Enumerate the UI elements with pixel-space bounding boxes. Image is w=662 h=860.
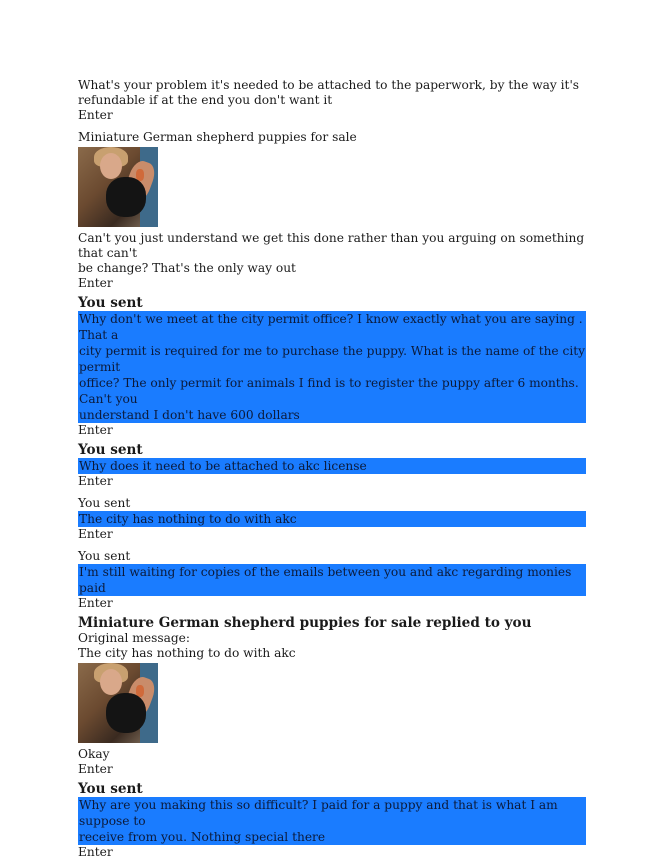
enter-label: Enter	[78, 108, 113, 122]
message-text: be change? That's the only way out	[78, 261, 296, 275]
original-message-label: Original message:	[78, 631, 190, 645]
you-sent-label: You sent	[78, 496, 131, 510]
sent-message-highlight	[78, 311, 586, 423]
replied-heading: Miniature German shepherd puppies for sale replied to you	[78, 615, 532, 631]
sent-message-highlight	[78, 797, 586, 845]
enter-label: Enter	[78, 474, 113, 488]
enter-label: Enter	[78, 527, 113, 541]
you-sent-heading: You sent	[78, 781, 143, 797]
enter-label: Enter	[78, 845, 113, 859]
sent-message-text: understand I don't have 600 dollars	[78, 407, 586, 423]
sender-name: Miniature German shepherd puppies for sale	[78, 130, 357, 144]
message-text: Okay	[78, 747, 110, 761]
sender-photo	[78, 663, 158, 743]
sent-message-text: office? The only permit for animals I find is to register the puppy after 6 months. Can't you	[78, 375, 586, 407]
you-sent-heading: You sent	[78, 442, 143, 458]
message-text: Can't you just understand we get this done rather than you arguing on something that can't	[78, 231, 585, 260]
sent-message-text: city permit is required for me to purchase the puppy. What is the name of the city permit	[79, 344, 586, 374]
sent-message-text: I'm still waiting for copies of the emails between you and akc regarding monies paid	[78, 564, 586, 596]
enter-label: Enter	[78, 762, 113, 776]
sender-photo	[78, 147, 158, 227]
you-sent-heading: You sent	[78, 295, 143, 311]
message-text: refundable if at the end you don't want it	[78, 93, 333, 107]
sent-message-text: The city has nothing to do with akc	[78, 511, 586, 527]
original-message-text: The city has nothing to do with akc	[78, 646, 296, 660]
message-text: What's your problem it's needed to be attached to the paperwork, by the way it's	[78, 78, 580, 92]
sent-message-text: receive from you. Nothing special there	[78, 829, 586, 845]
you-sent-label: You sent	[78, 549, 131, 563]
sent-message-text: Why does it need to be attached to akc license	[78, 458, 586, 474]
enter-label: Enter	[78, 596, 113, 610]
document-page	[78, 78, 586, 860]
sent-message-text: Why are you making this so difficult? I paid for a puppy and that is what I am suppose to	[78, 797, 586, 829]
sent-message-text: Why don't we meet at the city permit office? I know exactly what you are saying . That a	[78, 311, 586, 343]
enter-label: Enter	[78, 276, 113, 290]
enter-label: Enter	[78, 423, 113, 437]
